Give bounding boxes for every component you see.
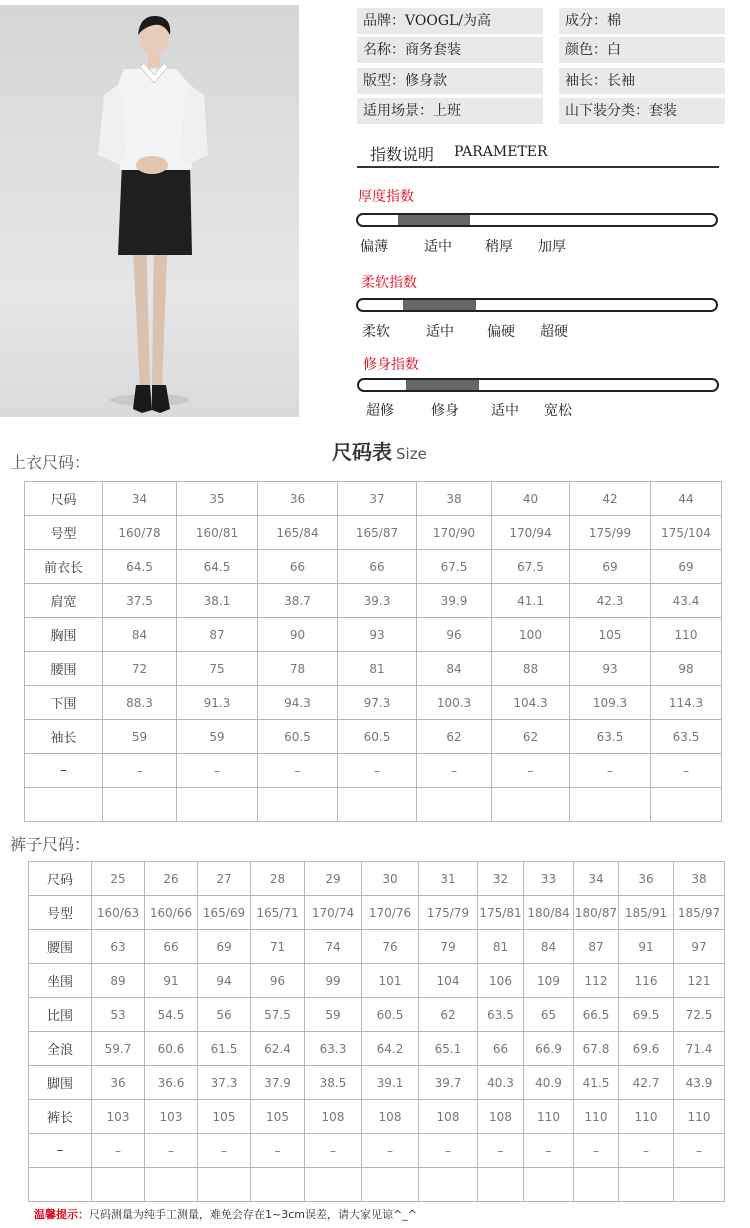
table-cell: 165/87	[338, 516, 417, 550]
parameter-header	[357, 140, 719, 168]
row-header-cell: 全浪	[29, 1032, 92, 1066]
attr-name: 名称：商务套装	[357, 37, 543, 63]
attr-brand: 品牌：VOOGL/为高	[357, 8, 543, 34]
table-cell: 121	[674, 964, 725, 998]
model-illustration	[0, 5, 299, 417]
table-cell: 90	[258, 618, 338, 652]
table-cell: 64.5	[177, 550, 258, 584]
table-cell: –	[145, 1134, 198, 1168]
attr-fit: 版型：修身款	[357, 68, 543, 94]
table-cell: 56	[198, 998, 251, 1032]
table-cell: 63.5	[570, 720, 651, 754]
table-cell: 103	[92, 1100, 145, 1134]
row-header-cell: –	[25, 754, 103, 788]
table-cell: 39.9	[417, 584, 492, 618]
table-cell: 66	[338, 550, 417, 584]
table-cell: –	[524, 1134, 574, 1168]
table-cell: 62.4	[251, 1032, 305, 1066]
table-cell: 93	[338, 618, 417, 652]
table-cell: 65	[524, 998, 574, 1032]
table-cell	[574, 1168, 619, 1202]
table-cell: 84	[417, 652, 492, 686]
table-cell: 63.3	[305, 1032, 362, 1066]
table-cell: 60.5	[338, 720, 417, 754]
table-row	[25, 550, 722, 584]
table-cell: 108	[362, 1100, 419, 1134]
table-cell: –	[92, 1134, 145, 1168]
table-cell: 63.5	[478, 998, 524, 1032]
size-chart-title-en: Size	[396, 445, 427, 463]
table-cell: 66.5	[574, 998, 619, 1032]
table-row	[29, 964, 725, 998]
parameter-title-en: PARAMETER	[454, 144, 548, 160]
table-cell: 101	[362, 964, 419, 998]
row-header-cell: –	[29, 1134, 92, 1168]
row-header-cell: 尺码	[29, 862, 92, 896]
table-row	[29, 998, 725, 1032]
table-cell	[570, 788, 651, 822]
table-cell: 104	[419, 964, 478, 998]
table-cell: 37.5	[103, 584, 177, 618]
table-cell: 175/81	[478, 896, 524, 930]
table-cell: 38.7	[258, 584, 338, 618]
thickness-index-bar	[356, 213, 718, 227]
row-header-cell: 坐围	[29, 964, 92, 998]
table-cell: 180/87	[574, 896, 619, 930]
table-cell: 81	[338, 652, 417, 686]
table-cell	[92, 1168, 145, 1202]
row-header-cell: 号型	[25, 516, 103, 550]
slim-index-bar	[357, 378, 719, 392]
table-cell: 165/69	[198, 896, 251, 930]
softness-level: 适中	[426, 324, 454, 340]
table-row	[25, 584, 722, 618]
table-cell: 114.3	[651, 686, 722, 720]
product-photo	[0, 5, 299, 417]
table-cell: 88.3	[103, 686, 177, 720]
table-cell: 65.1	[419, 1032, 478, 1066]
table-cell: 175/99	[570, 516, 651, 550]
table-cell: 75	[177, 652, 258, 686]
table-cell: 100	[492, 618, 570, 652]
slim-level: 宽松	[544, 403, 572, 419]
table-cell: 97	[674, 930, 725, 964]
table-cell: 59	[103, 720, 177, 754]
table-cell: 41.1	[492, 584, 570, 618]
table-cell: 105	[251, 1100, 305, 1134]
table-row	[29, 1168, 725, 1202]
table-cell: –	[417, 754, 492, 788]
table-row	[25, 788, 722, 822]
note-label: 温馨提示：	[34, 1208, 89, 1221]
table-cell	[198, 1168, 251, 1202]
table-cell: 61.5	[198, 1032, 251, 1066]
table-cell	[362, 1168, 419, 1202]
table-cell: 185/97	[674, 896, 725, 930]
table-cell: 36.6	[145, 1066, 198, 1100]
row-header-cell	[25, 788, 103, 822]
table-row	[25, 618, 722, 652]
table-cell: 103	[145, 1100, 198, 1134]
size-chart-title	[332, 436, 427, 465]
table-cell: 66.9	[524, 1032, 574, 1066]
softness-index-bar	[356, 298, 718, 312]
top-size-table	[24, 481, 722, 822]
table-cell: 42.3	[570, 584, 651, 618]
table-cell: 66	[145, 930, 198, 964]
table-cell: 62	[492, 720, 570, 754]
table-row	[29, 1032, 725, 1066]
table-cell	[419, 1168, 478, 1202]
attr-occasion: 适用场景：上班	[357, 98, 543, 124]
table-cell: 40.3	[478, 1066, 524, 1100]
table-cell: –	[198, 1134, 251, 1168]
table-cell: 26	[145, 862, 198, 896]
table-cell: –	[574, 1134, 619, 1168]
table-cell: 110	[651, 618, 722, 652]
softness-level: 柔软	[362, 324, 390, 340]
table-cell: 110	[619, 1100, 674, 1134]
table-cell	[619, 1168, 674, 1202]
table-cell	[145, 1168, 198, 1202]
table-cell: 100.3	[417, 686, 492, 720]
table-cell: 59	[177, 720, 258, 754]
table-cell: 63	[92, 930, 145, 964]
table-cell	[305, 1168, 362, 1202]
table-cell: –	[103, 754, 177, 788]
table-cell: 40.9	[524, 1066, 574, 1100]
table-cell: 91	[145, 964, 198, 998]
slim-index-fill	[406, 380, 479, 390]
note-text: 尺码测量为纯手工测量，难免会存在1~3cm误差，请大家见谅^_^	[89, 1208, 417, 1221]
table-cell: 71.4	[674, 1032, 725, 1066]
table-cell: 76	[362, 930, 419, 964]
table-cell: –	[258, 754, 338, 788]
table-row	[29, 1066, 725, 1100]
table-cell: 54.5	[145, 998, 198, 1032]
row-header-cell: 尺码	[25, 482, 103, 516]
table-cell: 116	[619, 964, 674, 998]
table-cell: –	[362, 1134, 419, 1168]
table-cell: 38	[417, 482, 492, 516]
table-cell: –	[492, 754, 570, 788]
table-cell: 40	[492, 482, 570, 516]
table-cell: 27	[198, 862, 251, 896]
table-cell: –	[177, 754, 258, 788]
slim-level: 超修	[366, 403, 394, 419]
table-cell: 180/84	[524, 896, 574, 930]
table-cell: 165/84	[258, 516, 338, 550]
table-cell: –	[674, 1134, 725, 1168]
row-header-cell: 肩宽	[25, 584, 103, 618]
attr-sleeve: 袖长：长袖	[559, 68, 725, 94]
table-cell: 170/90	[417, 516, 492, 550]
slim-index-title: 修身指数	[363, 357, 419, 373]
table-cell: 79	[419, 930, 478, 964]
table-cell: 36	[258, 482, 338, 516]
slim-level: 修身	[431, 403, 459, 419]
size-note	[34, 1206, 417, 1222]
table-cell: 72.5	[674, 998, 725, 1032]
table-cell: 97.3	[338, 686, 417, 720]
table-row	[29, 930, 725, 964]
row-header-cell	[29, 1168, 92, 1202]
table-cell: 69	[651, 550, 722, 584]
table-cell	[338, 788, 417, 822]
table-cell: 44	[651, 482, 722, 516]
size-chart-title-cn: 尺码表	[332, 440, 392, 464]
table-cell: 160/63	[92, 896, 145, 930]
table-cell: 62	[417, 720, 492, 754]
table-cell: 57.5	[251, 998, 305, 1032]
table-row	[25, 516, 722, 550]
table-cell: –	[478, 1134, 524, 1168]
table-cell: 105	[198, 1100, 251, 1134]
softness-level: 偏硬	[487, 324, 515, 340]
table-cell: 36	[92, 1066, 145, 1100]
table-cell: 185/91	[619, 896, 674, 930]
table-cell: 69	[198, 930, 251, 964]
table-row	[29, 1100, 725, 1134]
table-cell	[251, 1168, 305, 1202]
table-cell: 110	[674, 1100, 725, 1134]
softness-level: 超硬	[540, 324, 568, 340]
table-cell: –	[619, 1134, 674, 1168]
thickness-level: 稍厚	[485, 239, 513, 255]
table-cell: 38.5	[305, 1066, 362, 1100]
table-cell: 39.1	[362, 1066, 419, 1100]
table-cell: 67.5	[492, 550, 570, 584]
table-cell: 66	[478, 1032, 524, 1066]
table-cell: 38.1	[177, 584, 258, 618]
table-cell: 34	[103, 482, 177, 516]
table-cell: 96	[251, 964, 305, 998]
table-cell: 175/104	[651, 516, 722, 550]
table-cell: 104.3	[492, 686, 570, 720]
table-cell: 71	[251, 930, 305, 964]
table-cell: 69.5	[619, 998, 674, 1032]
table-cell: 108	[478, 1100, 524, 1134]
table-cell: 110	[574, 1100, 619, 1134]
row-header-cell: 前衣长	[25, 550, 103, 584]
table-cell	[177, 788, 258, 822]
table-cell: –	[651, 754, 722, 788]
table-cell: 38	[674, 862, 725, 896]
table-cell: 42.7	[619, 1066, 674, 1100]
table-cell: 106	[478, 964, 524, 998]
table-cell	[674, 1168, 725, 1202]
softness-index-title: 柔软指数	[361, 275, 417, 291]
table-cell: 74	[305, 930, 362, 964]
attr-composition: 成分：棉	[559, 8, 725, 34]
table-cell: 30	[362, 862, 419, 896]
table-cell: 29	[305, 862, 362, 896]
table-cell: 59.7	[92, 1032, 145, 1066]
table-cell: 41.5	[574, 1066, 619, 1100]
table-cell: 69.6	[619, 1032, 674, 1066]
table-row	[25, 652, 722, 686]
table-cell: 67.8	[574, 1032, 619, 1066]
table-cell: 110	[524, 1100, 574, 1134]
table-cell: 43.9	[674, 1066, 725, 1100]
table-cell: 42	[570, 482, 651, 516]
table-cell: 78	[258, 652, 338, 686]
row-header-cell: 下围	[25, 686, 103, 720]
table-cell: 66	[258, 550, 338, 584]
table-cell: 170/74	[305, 896, 362, 930]
table-cell: 84	[524, 930, 574, 964]
table-cell: 59	[305, 998, 362, 1032]
table-row	[29, 896, 725, 930]
table-cell: 37.9	[251, 1066, 305, 1100]
table-cell: 91.3	[177, 686, 258, 720]
top-size-section-title: 上衣尺码：	[10, 453, 91, 472]
thickness-index-fill	[398, 215, 470, 225]
table-cell	[524, 1168, 574, 1202]
table-cell	[258, 788, 338, 822]
table-cell: 39.7	[419, 1066, 478, 1100]
table-cell: –	[570, 754, 651, 788]
row-header-cell: 号型	[29, 896, 92, 930]
table-cell: 98	[651, 652, 722, 686]
table-cell: 69	[570, 550, 651, 584]
table-cell: 34	[574, 862, 619, 896]
table-row	[25, 482, 722, 516]
table-cell: 109	[524, 964, 574, 998]
row-header-cell: 腰围	[29, 930, 92, 964]
table-cell: 63.5	[651, 720, 722, 754]
table-cell: –	[251, 1134, 305, 1168]
table-cell: 170/94	[492, 516, 570, 550]
softness-index-fill	[403, 300, 476, 310]
table-cell: 112	[574, 964, 619, 998]
table-cell: 33	[524, 862, 574, 896]
table-cell: 99	[305, 964, 362, 998]
table-cell: 60.6	[145, 1032, 198, 1066]
table-row	[29, 1134, 725, 1168]
table-cell: 67.5	[417, 550, 492, 584]
table-cell	[103, 788, 177, 822]
table-cell: 160/81	[177, 516, 258, 550]
table-cell: 160/66	[145, 896, 198, 930]
table-cell: 89	[92, 964, 145, 998]
table-cell: 84	[103, 618, 177, 652]
table-cell: 37	[338, 482, 417, 516]
table-cell: 64.5	[103, 550, 177, 584]
table-cell: 93	[570, 652, 651, 686]
table-cell: 87	[574, 930, 619, 964]
table-cell: 160/78	[103, 516, 177, 550]
table-cell: 60.5	[258, 720, 338, 754]
attr-category: 山下装分类：套装	[559, 98, 725, 124]
table-cell: 25	[92, 862, 145, 896]
table-cell: 37.3	[198, 1066, 251, 1100]
table-cell: 94.3	[258, 686, 338, 720]
table-cell: 170/76	[362, 896, 419, 930]
table-cell: 60.5	[362, 998, 419, 1032]
table-cell: 96	[417, 618, 492, 652]
table-cell: 28	[251, 862, 305, 896]
table-cell: 31	[419, 862, 478, 896]
table-cell: –	[419, 1134, 478, 1168]
parameter-title-cn: 指数说明	[370, 145, 435, 164]
slim-level: 适中	[491, 403, 519, 419]
row-header-cell: 腰围	[25, 652, 103, 686]
table-cell: 87	[177, 618, 258, 652]
table-cell: –	[338, 754, 417, 788]
table-cell: 39.3	[338, 584, 417, 618]
table-cell	[651, 788, 722, 822]
row-header-cell: 袖长	[25, 720, 103, 754]
table-row	[25, 686, 722, 720]
pants-size-table	[28, 861, 725, 1202]
table-row	[25, 754, 722, 788]
table-cell: 165/71	[251, 896, 305, 930]
table-cell: 32	[478, 862, 524, 896]
table-cell: 108	[419, 1100, 478, 1134]
table-cell: 53	[92, 998, 145, 1032]
table-cell: 91	[619, 930, 674, 964]
thickness-level: 适中	[424, 239, 452, 255]
table-cell	[492, 788, 570, 822]
table-cell: 35	[177, 482, 258, 516]
thickness-index-title: 厚度指数	[358, 189, 414, 205]
table-cell: 64.2	[362, 1032, 419, 1066]
table-cell: 88	[492, 652, 570, 686]
table-cell: 175/79	[419, 896, 478, 930]
table-cell: 105	[570, 618, 651, 652]
table-cell: 108	[305, 1100, 362, 1134]
table-row	[29, 862, 725, 896]
row-header-cell: 胸围	[25, 618, 103, 652]
table-cell: 43.4	[651, 584, 722, 618]
table-cell	[417, 788, 492, 822]
table-cell: 81	[478, 930, 524, 964]
table-cell: –	[305, 1134, 362, 1168]
row-header-cell: 脚围	[29, 1066, 92, 1100]
table-cell: 36	[619, 862, 674, 896]
pants-size-section-title: 裤子尺码：	[10, 835, 91, 854]
row-header-cell: 裤长	[29, 1100, 92, 1134]
row-header-cell: 比围	[29, 998, 92, 1032]
thickness-level: 加厚	[538, 239, 566, 255]
table-row	[25, 720, 722, 754]
attr-color: 颜色：白	[559, 37, 725, 63]
table-cell: 72	[103, 652, 177, 686]
table-cell	[478, 1168, 524, 1202]
thickness-level: 偏薄	[360, 239, 388, 255]
table-cell: 94	[198, 964, 251, 998]
table-cell: 109.3	[570, 686, 651, 720]
table-cell: 62	[419, 998, 478, 1032]
